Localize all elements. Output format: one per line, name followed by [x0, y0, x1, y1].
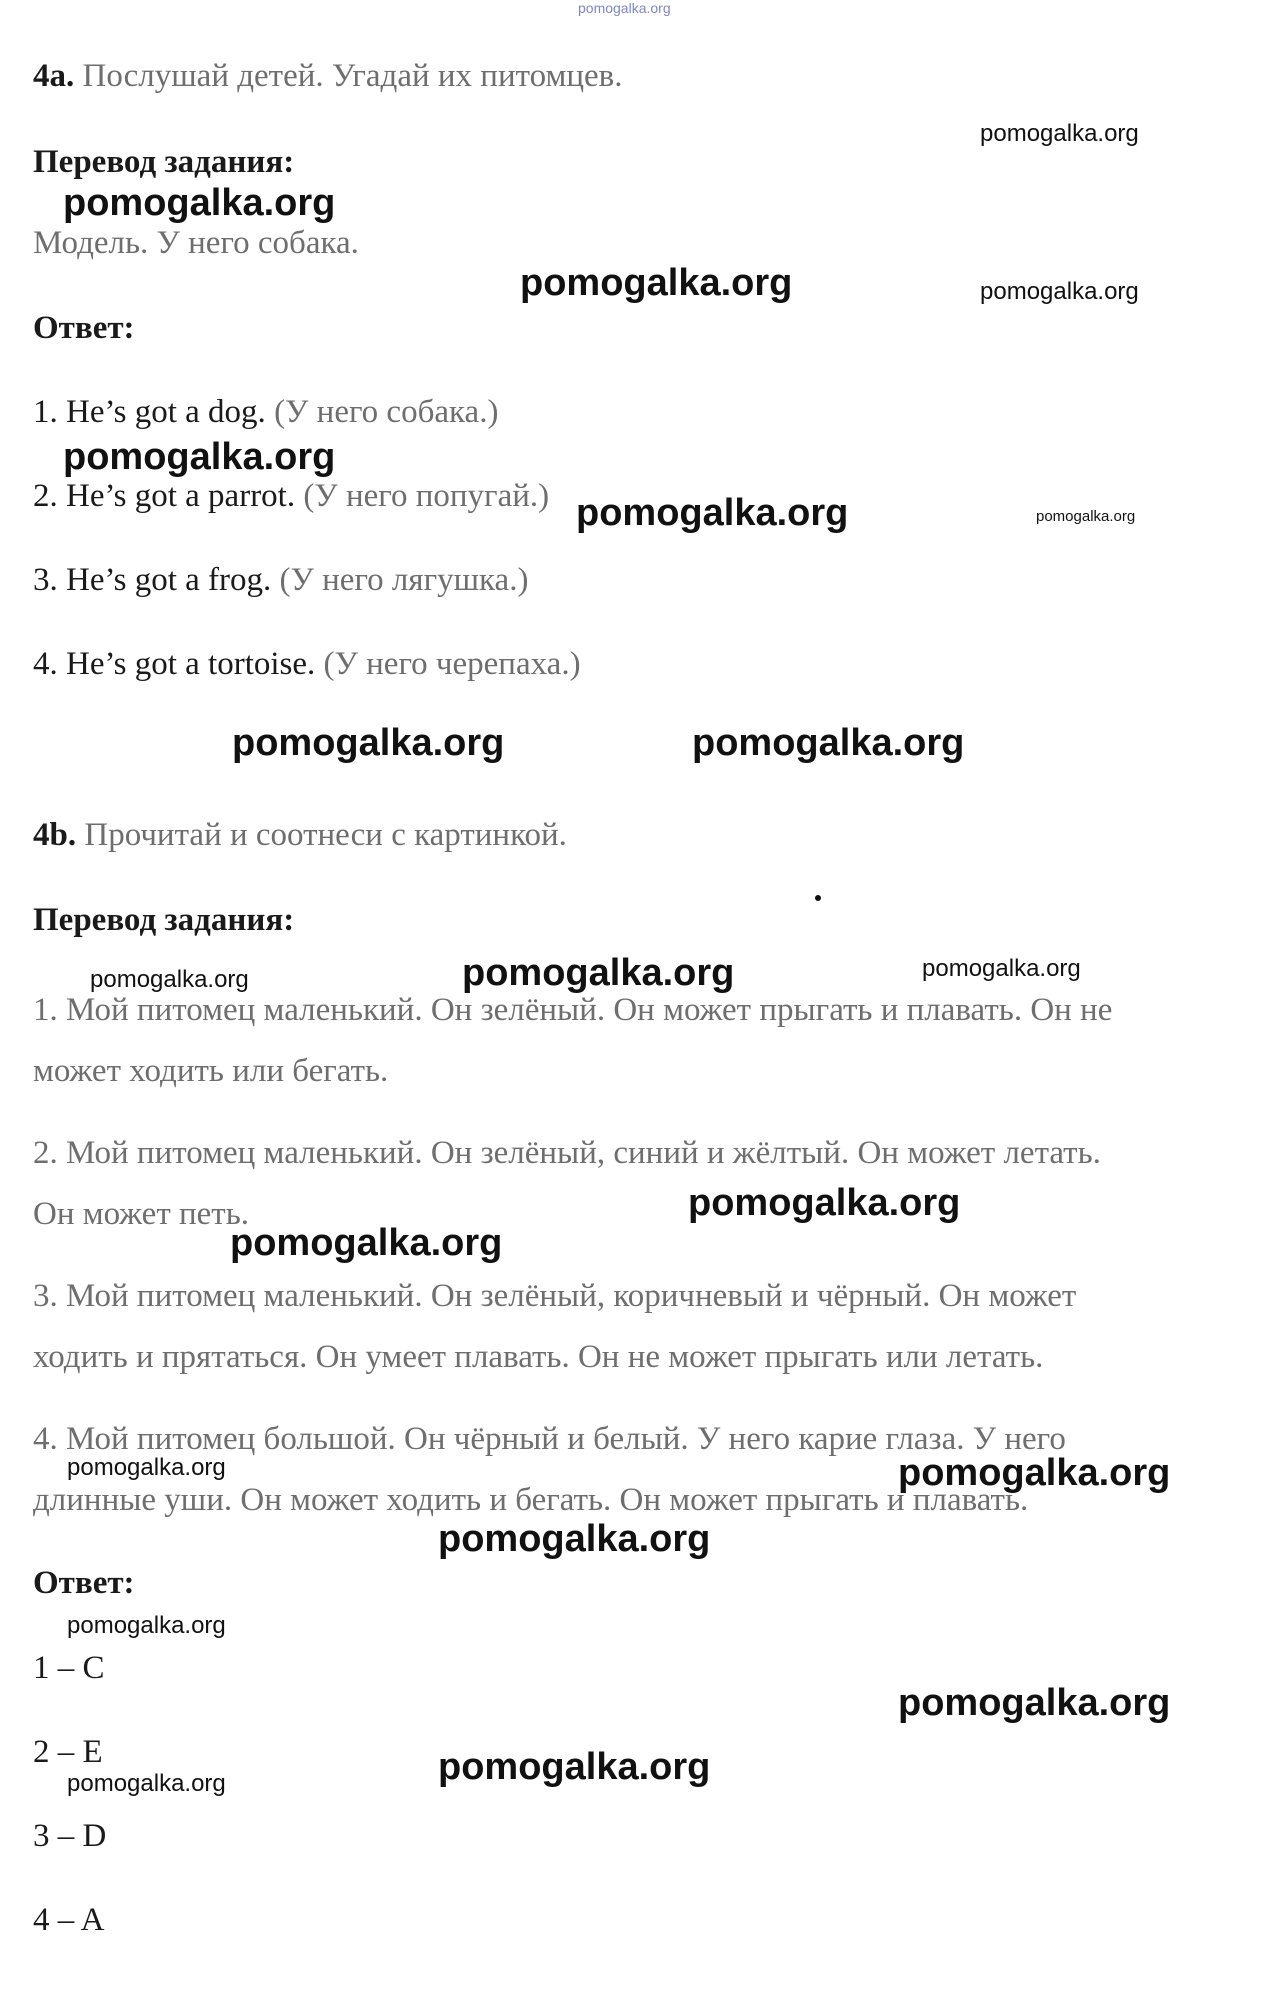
watermark: pomogalka.org: [67, 1612, 226, 1639]
task-4a-header: [33, 56, 623, 96]
paragraph-line: 2. Мой питомец маленький. Он зелёный, синий и жёлтый. Он может летать.: [33, 1135, 1101, 1171]
translation-heading: Перевод задания:: [33, 144, 295, 180]
answer-heading: Ответ:: [33, 310, 135, 346]
task-number: 4b.: [33, 817, 77, 853]
watermark: pomogalka.org: [520, 262, 793, 304]
answer-line: [33, 392, 498, 432]
answer-line: [33, 560, 528, 600]
watermark: pomogalka.org: [1036, 508, 1136, 525]
answer-line: [33, 476, 549, 516]
translation-text: Модель. У него собака.: [33, 225, 359, 261]
match-answer: 4 – A: [33, 1902, 105, 1938]
translation-heading: Перевод задания:: [33, 902, 295, 938]
watermark: pomogalka.org: [898, 1682, 1171, 1724]
answer-ru: (У него черепаха.): [323, 646, 581, 682]
answer-line: [33, 644, 581, 684]
watermark: pomogalka.org: [67, 1770, 226, 1797]
answer-en: 1. He’s got a dog.: [33, 394, 266, 430]
paragraph-line: 4. Мой питомец большой. Он чёрный и белый. У него карие глаза. У него: [33, 1421, 1066, 1457]
watermark: pomogalka.org: [688, 1182, 961, 1224]
answer-en: 4. He’s got a tortoise.: [33, 646, 316, 682]
task-4b-header: [33, 815, 567, 855]
watermark: pomogalka.org: [63, 436, 336, 478]
watermark: pomogalka.org: [90, 966, 249, 993]
paragraph-line: длинные уши. Он может ходить и бегать. Он может прыгать и плавать.: [33, 1482, 1029, 1518]
watermark: pomogalka.org: [438, 1746, 711, 1788]
watermark: pomogalka.org: [438, 1518, 711, 1560]
match-answer: 1 – C: [33, 1650, 105, 1686]
watermark: pomogalka.org: [922, 955, 1081, 982]
task-instruction: Послушай детей. Угадай их питомцев.: [82, 58, 623, 94]
watermark: pomogalka.org: [898, 1452, 1171, 1494]
watermark: pomogalka.org: [578, 0, 671, 16]
paragraph-line: ходить и прятаться. Он умеет плавать. Он не может прыгать или летать.: [33, 1339, 1044, 1375]
watermark: pomogalka.org: [230, 1222, 503, 1264]
task-instruction: Прочитай и соотнеси с картинкой.: [84, 817, 567, 853]
answer-en: 3. He’s got a frog.: [33, 562, 272, 598]
paragraph-line: может ходить или бегать.: [33, 1053, 389, 1089]
answer-ru: (У него лягушка.): [279, 562, 529, 598]
watermark: pomogalka.org: [232, 722, 505, 764]
answer-ru: (У него собака.): [274, 394, 499, 430]
answer-heading: Ответ:: [33, 1565, 135, 1601]
task-number: 4a.: [33, 58, 75, 94]
answer-en: 2. He’s got a parrot.: [33, 478, 296, 514]
paragraph-line: 1. Мой питомец маленький. Он зелёный. Он может прыгать и плавать. Он не: [33, 992, 1113, 1028]
dot-mark: [815, 895, 821, 901]
watermark: pomogalka.org: [462, 952, 735, 994]
paragraph-line: Он может петь.: [33, 1196, 250, 1232]
watermark: pomogalka.org: [63, 182, 336, 224]
answer-ru: (У него попугай.): [303, 478, 550, 514]
match-answer: 2 – E: [33, 1734, 103, 1770]
watermark: pomogalka.org: [692, 722, 965, 764]
watermark: pomogalka.org: [67, 1454, 226, 1481]
watermark: pomogalka.org: [980, 278, 1139, 305]
paragraph-line: 3. Мой питомец маленький. Он зелёный, коричневый и чёрный. Он может: [33, 1278, 1077, 1314]
watermark: pomogalka.org: [980, 120, 1139, 147]
watermark: pomogalka.org: [576, 492, 849, 534]
match-answer: 3 – D: [33, 1818, 107, 1854]
